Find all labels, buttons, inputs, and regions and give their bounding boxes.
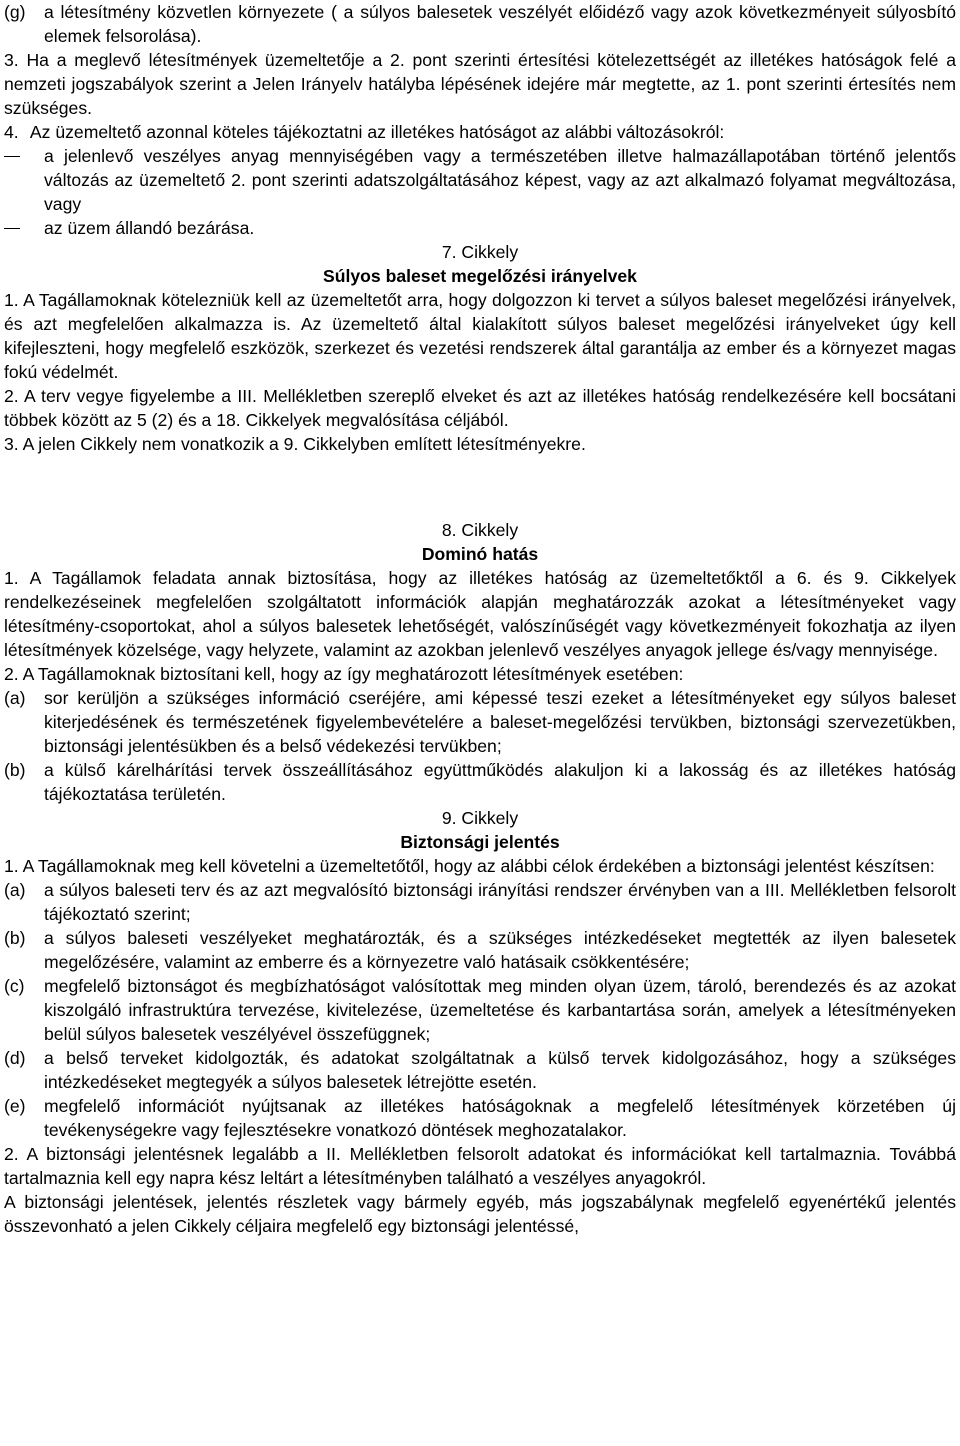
dash-bullet-icon [4, 216, 44, 240]
item-label: (e) [4, 1096, 26, 1116]
dash-item-2 [4, 216, 956, 240]
item-label: (a) [4, 880, 26, 900]
article-9-paragraph-2: 2. A biztonsági jelentésnek legalább a II. Mellékletben felsorolt adatokat és információkat kell tartalmaznia. Továbbá tartalmaznia kell egy napra kész leltárt a létesítményben található a veszélyes anyagokról. [4, 1144, 956, 1188]
paragraph-3: 3. Ha a meglevő létesítmények üzemeltetője a 2. pont szerinti értesítési kötelezettségét az illetékes hatóságok felé a nemzeti jogszabályok szerint a Jelen Irányelv hatályba lépésének idejére már megtette, az 1. pont szerinti értesítés nem szükséges. [4, 50, 956, 118]
article-8-paragraph-2: 2. A Tagállamoknak biztosítani kell, hogy az így meghatározott létesítmények esetében: [4, 664, 684, 684]
item-text: a súlyos baleseti terv és az azt megvalósító biztonsági irányítási rendszer érvényben van a III. Mellékletben felsorolt tájékoztató szerint; [44, 880, 956, 924]
spacer [4, 456, 956, 518]
item-label: (c) [4, 976, 25, 996]
article-8-item-b [4, 758, 956, 806]
article-9-item-e [4, 1094, 956, 1142]
article-9-paragraph-3: A biztonsági jelentések, jelentés részletek vagy bármely egyéb, más jogszabálynak megfelelő egyenértékű jelentés összevonható a jelen Cikkely céljaira megfelelő egy biztonsági jelentéssé, [4, 1192, 956, 1236]
item-label: (g) [4, 2, 26, 22]
item-label: (d) [4, 1048, 26, 1068]
article-9-item-d [4, 1046, 956, 1094]
item-label: (b) [4, 760, 26, 780]
dash-item-text: a jelenlevő veszélyes anyag mennyiségében vagy a természetében illetve halmazállapotában történő jelentős változás az üzemeltető 2. pont szerinti adatszolgáltatásához képest, vagy az azt alkalmazó folyamat megváltozása, vagy [44, 146, 956, 214]
item-text: a külső kárelhárítási tervek összeállításához együttműködés alakuljon ki a lakosság és az illetékes hatóság tájékoztatása területén. [44, 760, 956, 804]
article-9-item-b [4, 926, 956, 974]
paragraph-number: 4. [4, 122, 19, 142]
article-8-item-a [4, 686, 956, 758]
paragraph-4 [4, 120, 956, 144]
item-text: a súlyos baleseti veszélyeket meghatározták, és a szükséges intézkedéseket megtették az ilyen balesetek megelőzésére, valamint az emberre és a környezetre való hatásaik csökkentésére; [44, 928, 956, 972]
article-9-item-c [4, 974, 956, 1046]
article-9-title: Biztonsági jelentés [400, 832, 560, 852]
item-text: a létesítmény közvetlen környezete ( a súlyos balesetek veszélyét előidéző vagy azok következményeit súlyosbító elemek felsorolása). [44, 2, 956, 46]
article-7-title: Súlyos baleset megelőzési irányelvek [323, 266, 637, 286]
paragraph-4-text: Az üzemeltető azonnal köteles tájékoztatni az illetékes hatóságot az alábbi változásokról: [29, 122, 725, 142]
item-text: sor kerüljön a szükséges információ cseréjére, ami képessé teszi ezeket a létesítményeket egy súlyos baleset kiterjedésének és természetének figyelembevételére a baleset-megelőzési tervükben, biztonsági szervezetükben, biztonsági jelentésükben és a belső védekezési tervükben; [44, 688, 956, 756]
article-8-heading: 8. Cikkely [441, 520, 519, 540]
article-9-item-a [4, 878, 956, 926]
article-7-paragraph-2: 2. A terv vegye figyelembe a III. Mellékletben szereplő elveket és azt az illetékes hatóság rendelkezésére kell bocsátani többek között az 5 (2) és a 18. Cikkelyek megvalósítása céljából. [4, 386, 956, 430]
list-item-g [4, 0, 956, 48]
article-7-paragraph-3: 3. A jelen Cikkely nem vonatkozik a 9. Cikkelyben említett létesítményekre. [4, 434, 586, 454]
dash-item-1 [4, 144, 956, 216]
dash-bullet-icon [4, 144, 44, 216]
item-text: megfelelő információt nyújtsanak az illetékes hatóságoknak a megfelelő létesítmények körzetében új tevékenységekre vagy fejlesztésekre vonatkozó döntések meghozatalakor. [44, 1096, 956, 1140]
article-8-title: Dominó hatás [421, 544, 539, 564]
article-9-heading: 9. Cikkely [441, 808, 519, 828]
item-text: megfelelő biztonságot és megbízhatóságot valósítottak meg minden olyan üzem, tároló, berendezés és az azokat kiszolgáló infrastruktúra tervezése, kivitelezése, üzemeltetése és karbantartása során, amelyek a létesítményeken belül súlyos balesetek veszélyével összefüggnek; [44, 976, 956, 1044]
article-7-paragraph-1: 1. A Tagállamoknak kötelezniük kell az üzemeltetőt arra, hogy dolgozzon ki tervet a súlyos baleset megelőzési irányelvek, és azt megfelelően alkalmazza is. Az üzemeltető által kialakított súlyos baleset megelőzési irányelveket úgy kell kifejleszteni, hogy megfelelő eszközök, szerkezet és vezetési rendszerek által garantálja az ember és a környezet magas fokú védelmét. [4, 290, 956, 382]
item-text: a belső terveket kidolgozták, és adatokat szolgáltatnak a külső tervek kidolgozásához, hogy a szükséges intézkedéseket megtegyék a súlyos balesetek létrejötte esetén. [44, 1048, 956, 1092]
article-7-heading: 7. Cikkely [441, 242, 519, 262]
dash-item-text: az üzem állandó bezárása. [44, 218, 255, 238]
item-label: (b) [4, 928, 26, 948]
item-label: (a) [4, 688, 26, 708]
article-9-paragraph-1: 1. A Tagállamoknak meg kell követelni a üzemeltetőtől, hogy az alábbi célok érdekében a biztonsági jelentést készítsen: [4, 856, 935, 876]
article-8-paragraph-1: 1. A Tagállamok feladata annak biztosítása, hogy az illetékes hatóság az üzemeltetőktől a 6. és 9. Cikkelyek rendelkezéseinek megfelelően szolgáltatott információk alapján meghatározzák azokat a létesítményeket vagy létesítmény-csoportokat, ahol a súlyos balesetek lehetőségét, valószínűségét vagy következményeit fokozhatja az ilyen létesítmények közelsége, vagy helyzete, valamint az azokban jelenlevő veszélyes anyagok jellege és/vagy mennyisége. [4, 568, 956, 660]
